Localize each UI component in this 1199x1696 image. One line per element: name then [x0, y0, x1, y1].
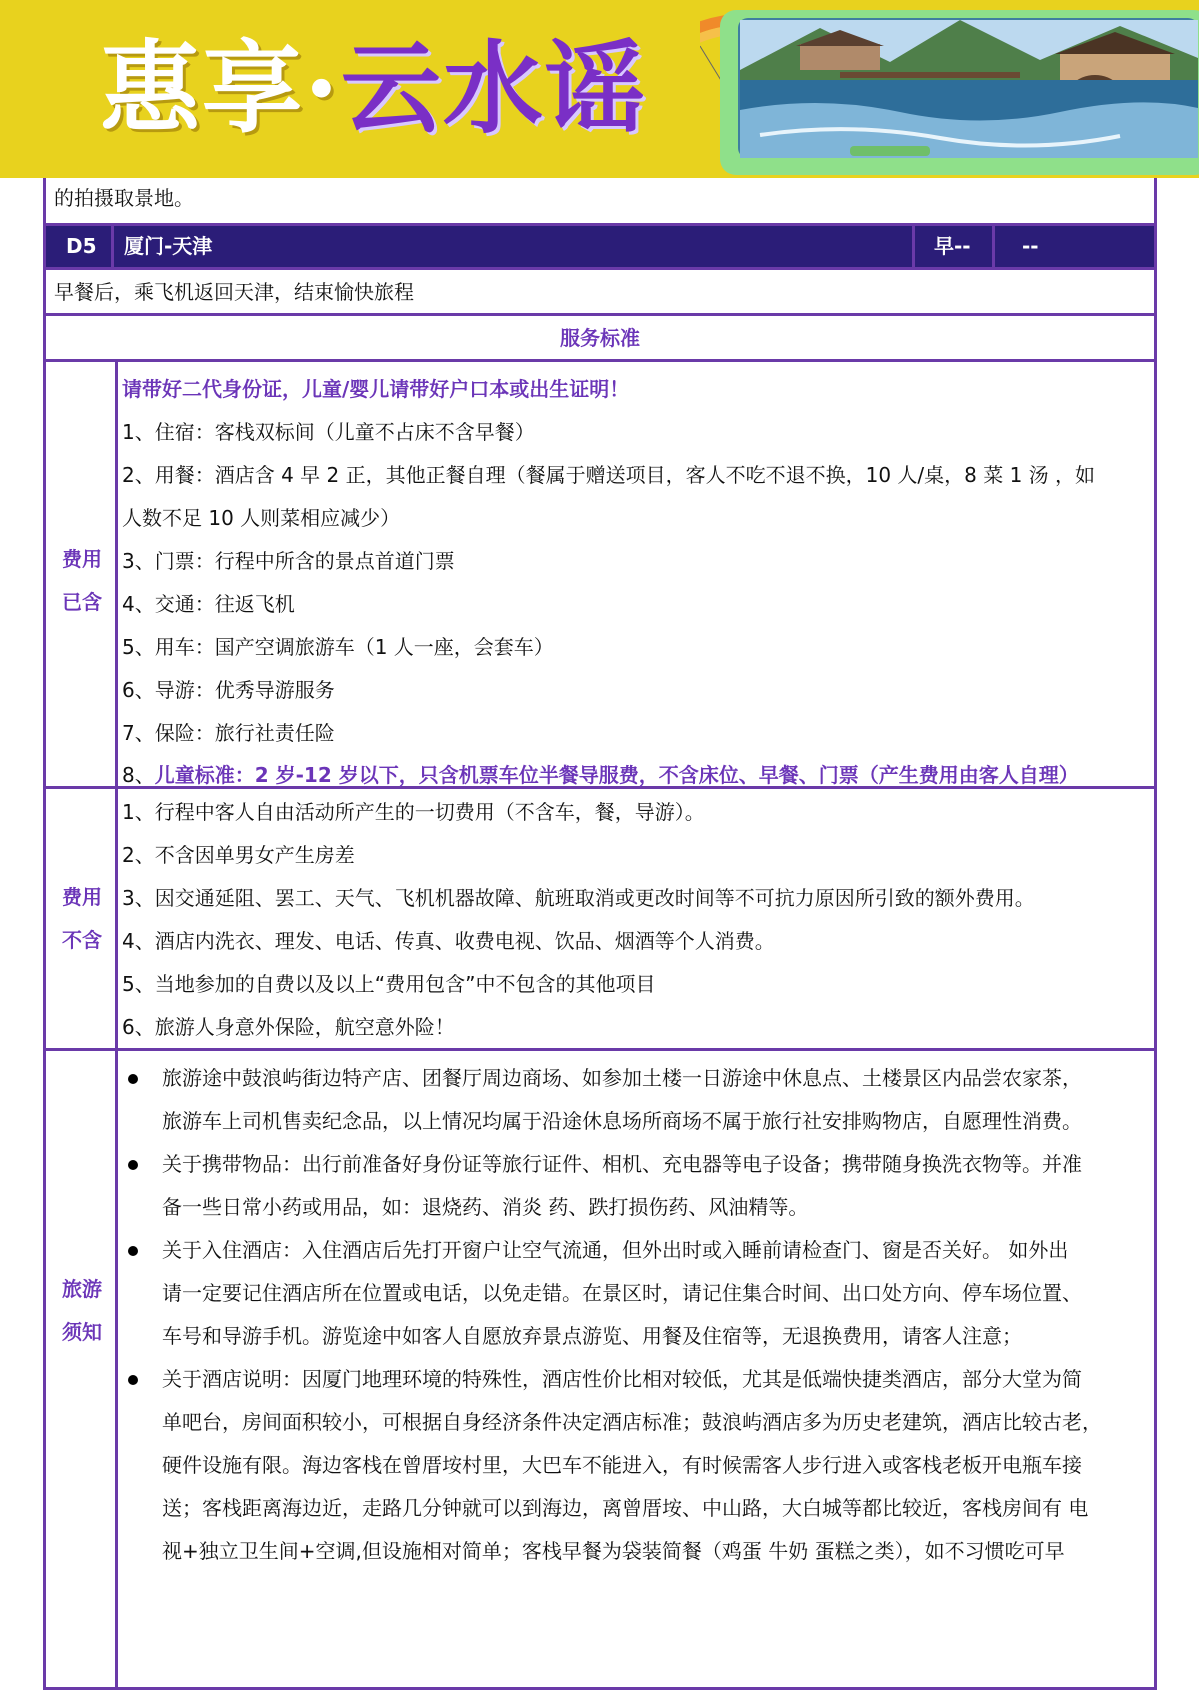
day-header-row — [46, 226, 1154, 270]
child-standard-prefix: 8、 — [122, 763, 155, 787]
included-item: 6、导游：优秀导游服务 — [122, 678, 335, 702]
divider — [111, 226, 114, 267]
header-banner — [0, 0, 1199, 178]
included-item: 7、保险：旅行社责任险 — [122, 721, 335, 745]
child-standard-text: 儿童标准：2 岁-12 岁以下，只含机票车位半餐导服费，不含床位、早餐、门票（产生费用由客人自理） — [154, 763, 1079, 787]
service-title-row — [46, 316, 1154, 362]
note-line: 旅游车上司机售卖纪念品，以上情况均属于沿途休息场所商场不属于旅行社安排购物店，自愿理性消费。 — [162, 1109, 1082, 1133]
included-label-cell — [46, 362, 118, 786]
note-line: 车号和导游手机。游览途中如客人自愿放弃景点游览、用餐及住宿等，无退换费用，请客人注意； — [162, 1324, 1022, 1348]
note-line: 备一些日常小药或用品，如：退烧药、消炎 药、跌打损伤药、风油精等。 — [162, 1195, 809, 1219]
included-item: 人数不足 10 人则菜相应减少） — [122, 506, 401, 530]
intro-text: 的拍摄取景地。 — [54, 186, 194, 210]
divider — [912, 226, 915, 267]
excluded-label-2: 不含 — [62, 928, 102, 952]
excluded-item: 1、行程中客人自由活动所产生的一切费用（不含车，餐，导游）。 — [122, 800, 705, 824]
included-item: 1、住宿：客栈双标间（儿童不占床不含早餐） — [122, 420, 535, 444]
included-section — [46, 362, 1154, 789]
note-line: 视+独立卫生间+空调,但设施相对简单；客栈早餐为袋装简餐（鸡蛋 牛奶 蛋糕之类），如不习惯吃可早 — [162, 1539, 1065, 1563]
included-item: 3、门票：行程中所含的景点首道门票 — [122, 549, 455, 573]
note-line: 单吧台，房间面积较小，可根据自身经济条件决定酒店标准；鼓浪屿酒店多为历史老建筑，酒店比较古老， — [162, 1410, 1102, 1434]
included-item: 4、交通：往返飞机 — [122, 592, 295, 616]
excluded-item: 2、不含因单男女产生房差 — [122, 843, 355, 867]
included-notice: 请带好二代身份证，儿童/婴儿请带好户口本或出生证明！ — [122, 377, 630, 401]
divider — [992, 226, 995, 267]
day-number: D5 — [66, 234, 97, 258]
day-description-row — [46, 270, 1154, 316]
excluded-label-cell — [46, 789, 118, 1048]
included-label-2: 已含 — [62, 590, 102, 614]
note-line: 送；客栈距离海边近，走路几分钟就可以到海边，离曾厝垵、中山路，大白城等都比较近，客栈房间有 电 — [162, 1496, 1089, 1520]
service-title: 服务标准 — [560, 326, 640, 350]
banner-title — [100, 28, 647, 148]
intro-row — [46, 178, 1154, 226]
notes-label-cell — [46, 1051, 118, 1687]
bullet-icon — [128, 1160, 138, 1170]
note-line: 硬件设施有限。海边客栈在曾厝垵村里，大巴车不能进入，有时候需客人步行进入或客栈老板开电瓶车接 — [162, 1453, 1082, 1477]
day-meal-other: -- — [1022, 234, 1039, 258]
notes-section — [46, 1051, 1154, 1690]
included-item: 2、用餐：酒店含 4 早 2 正，其他正餐自理（餐属于赠送项目，客人不吃不退不换，10 人/桌，8 菜 1 汤 ，如 — [122, 463, 1096, 487]
bullet-icon — [128, 1375, 138, 1385]
day-meal-breakfast: 早-- — [934, 234, 971, 258]
note-line: 请一定要记住酒店所在位置或电话，以免走错。在景区时，请记住集合时间、出口处方向、停车场位置、 — [162, 1281, 1082, 1305]
note-line: 关于携带物品：出行前准备好身份证等旅行证件、相机、充电器等电子设备；携带随身换洗衣物等。并准 — [162, 1152, 1082, 1176]
bullet-icon — [128, 1246, 138, 1256]
excluded-item: 4、酒店内洗衣、理发、电话、传真、收费电视、饮品、烟酒等个人消费。 — [122, 929, 775, 953]
bullet-icon — [128, 1074, 138, 1084]
excluded-label-1: 费用 — [62, 885, 102, 909]
included-item: 5、用车：国产空调旅游车（1 人一座，会套车） — [122, 635, 554, 659]
note-line: 关于酒店说明：因厦门地理环境的特殊性，酒店性价比相对较低，尤其是低端快捷类酒店，部分大堂为简 — [162, 1367, 1082, 1391]
excluded-item: 5、当地参加的自费以及以上“费用包含”中不包含的其他项目 — [122, 972, 656, 996]
excluded-item: 3、因交通延阻、罢工、天气、飞机机器故障、航班取消或更改时间等不可抗力原因所引致的额外费用。 — [122, 886, 1035, 910]
day-description: 早餐后，乘飞机返回天津，结束愉快旅程 — [54, 280, 414, 304]
banner-title-white: 惠享· — [100, 29, 341, 147]
included-label-1: 费用 — [62, 547, 102, 571]
note-line: 关于入住酒店：入住酒店后先打开窗户让空气流通，但外出时或入睡前请检查门、窗是否关好。 如外出 — [162, 1238, 1069, 1262]
excluded-item: 6、旅游人身意外保险，航空意外险！ — [122, 1015, 455, 1039]
notes-label-2: 须知 — [62, 1320, 102, 1344]
note-line: 旅游途中鼓浪屿街边特产店、团餐厅周边商场、如参加土楼一日游途中休息点、土楼景区内品尝农家茶， — [162, 1066, 1082, 1090]
banner-title-purple: 云水谣 — [340, 29, 647, 147]
notes-label-1: 旅游 — [62, 1277, 102, 1301]
itinerary-table — [43, 178, 1157, 1690]
suitcase-landscape-image — [700, 0, 1199, 178]
day-route: 厦门-天津 — [124, 234, 213, 258]
excluded-section — [46, 789, 1154, 1051]
